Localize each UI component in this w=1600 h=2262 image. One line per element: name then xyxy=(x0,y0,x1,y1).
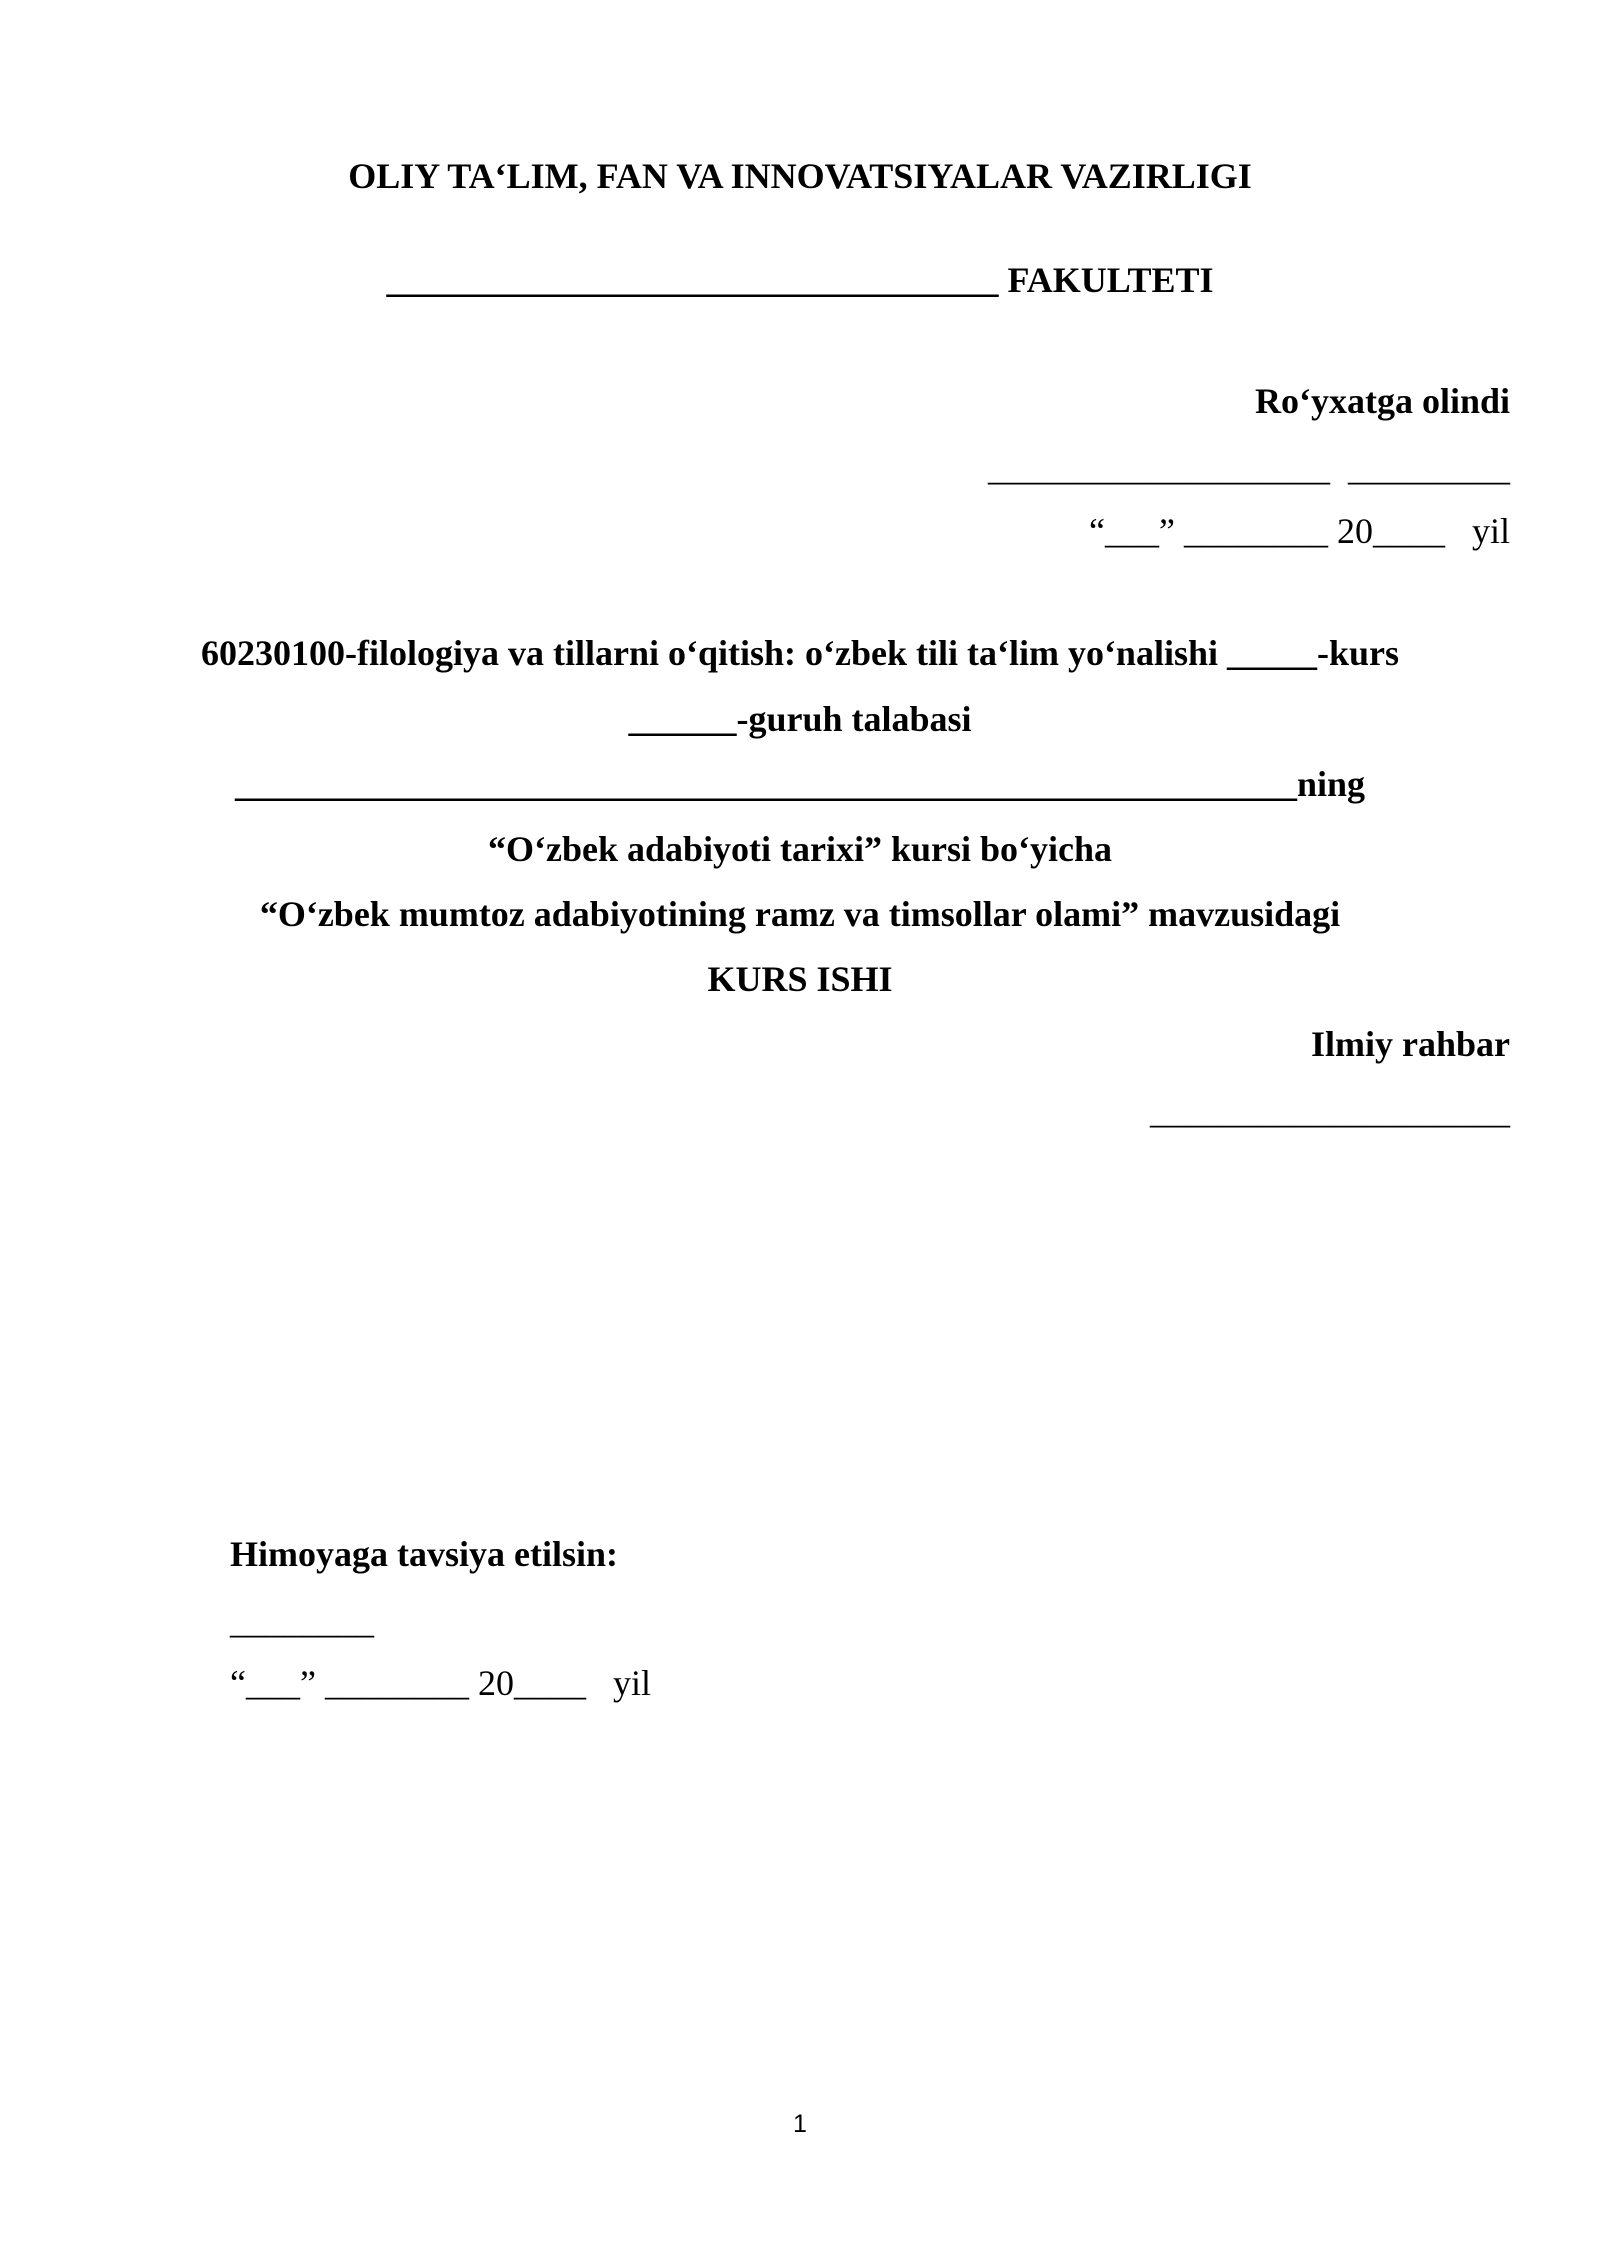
registration-number-line: ___________________ _________ xyxy=(988,448,1510,488)
defense-title: Himoyaga tavsiya etilsin: xyxy=(230,1534,618,1574)
course-line: “O‘zbek adabiyoti tarixi” kursi bo‘yicha xyxy=(487,829,1113,869)
faculty-heading: __________________________________ FAKULTETI xyxy=(386,260,1214,300)
registration-title: Ro‘yxatga olindi xyxy=(1254,381,1510,421)
page-number: 1 xyxy=(793,2110,807,2138)
supervisor-signature-line: ____________________ xyxy=(1150,1091,1510,1131)
group-line: ______-guruh talabasi xyxy=(628,699,972,739)
defense-signature-line: ________ xyxy=(230,1601,374,1641)
program-line: 60230100-filologiya va tillarni o‘qitish: o‘zbek tili ta‘lim yo‘nalishi _____-kurs xyxy=(200,633,1400,673)
ministry-heading: OLIY TA‘LIM, FAN VA INNOVATSIYALAR VAZIRLIGI xyxy=(348,156,1252,196)
defense-date-line: “___” ________ 20____ yil xyxy=(230,1663,651,1703)
student-name-line: ___________________________________________________________ning xyxy=(234,764,1366,804)
work-type-title: KURS ISHI xyxy=(707,959,893,999)
registration-date-line: “___” ________ 20____ yil xyxy=(1089,511,1510,551)
topic-line: “O‘zbek mumtoz adabiyotining ramz va timsollar olami” mavzusidagi xyxy=(259,894,1341,934)
supervisor-title: Ilmiy rahbar xyxy=(1310,1024,1510,1064)
